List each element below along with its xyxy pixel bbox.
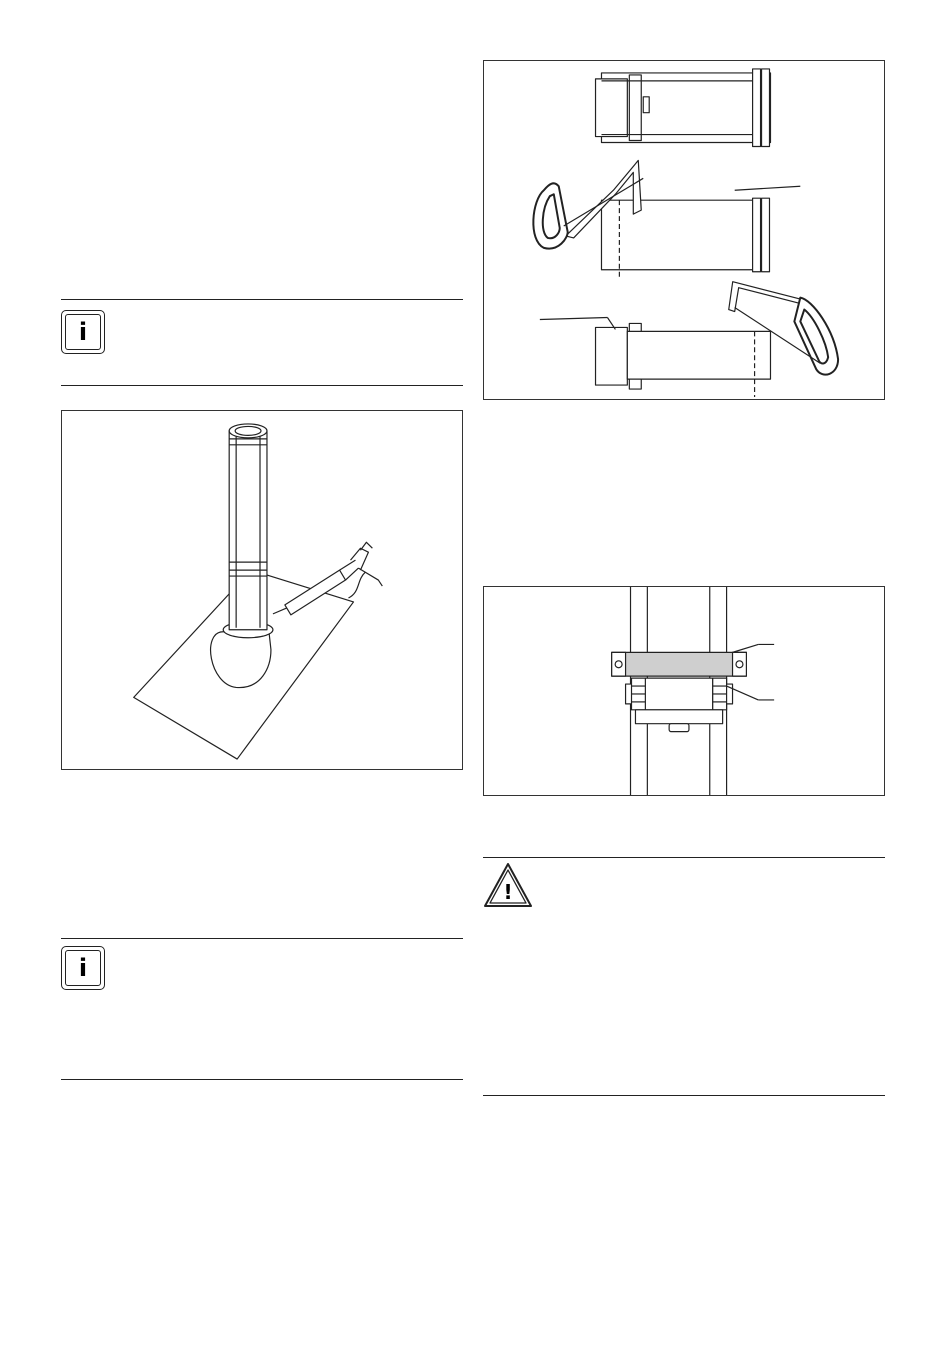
pipe-clamp-illustration (484, 587, 884, 795)
info-glyph: i (65, 314, 101, 350)
flue-pipe (229, 431, 267, 630)
note-bottom-rule (61, 1079, 463, 1080)
figure-pipe-cutting-hacksaw (483, 60, 885, 400)
note-top-rule (61, 299, 463, 300)
clamp-band (612, 652, 747, 676)
pipe-assembly-bottom (540, 317, 771, 397)
info-glyph: i (65, 950, 101, 986)
figure-flue-flashing-sealant (61, 410, 463, 770)
note-bottom-rule (61, 385, 463, 386)
warning-top-rule (483, 857, 885, 858)
pipe-assembly-top (596, 69, 771, 147)
pipe-coupling (626, 678, 733, 731)
info-icon (61, 946, 105, 990)
pipe-cutting-illustration (484, 61, 884, 399)
pipe-section-middle (601, 186, 800, 277)
figure-pipe-clamp (483, 586, 885, 796)
info-icon (61, 310, 105, 354)
warning-triangle-icon (483, 862, 533, 908)
warning-bottom-rule (483, 1095, 885, 1096)
flue-flashing-illustration (62, 411, 462, 769)
warning-glyph: ! (503, 880, 513, 904)
callout-leader-1 (733, 644, 759, 652)
note-top-rule (61, 938, 463, 939)
